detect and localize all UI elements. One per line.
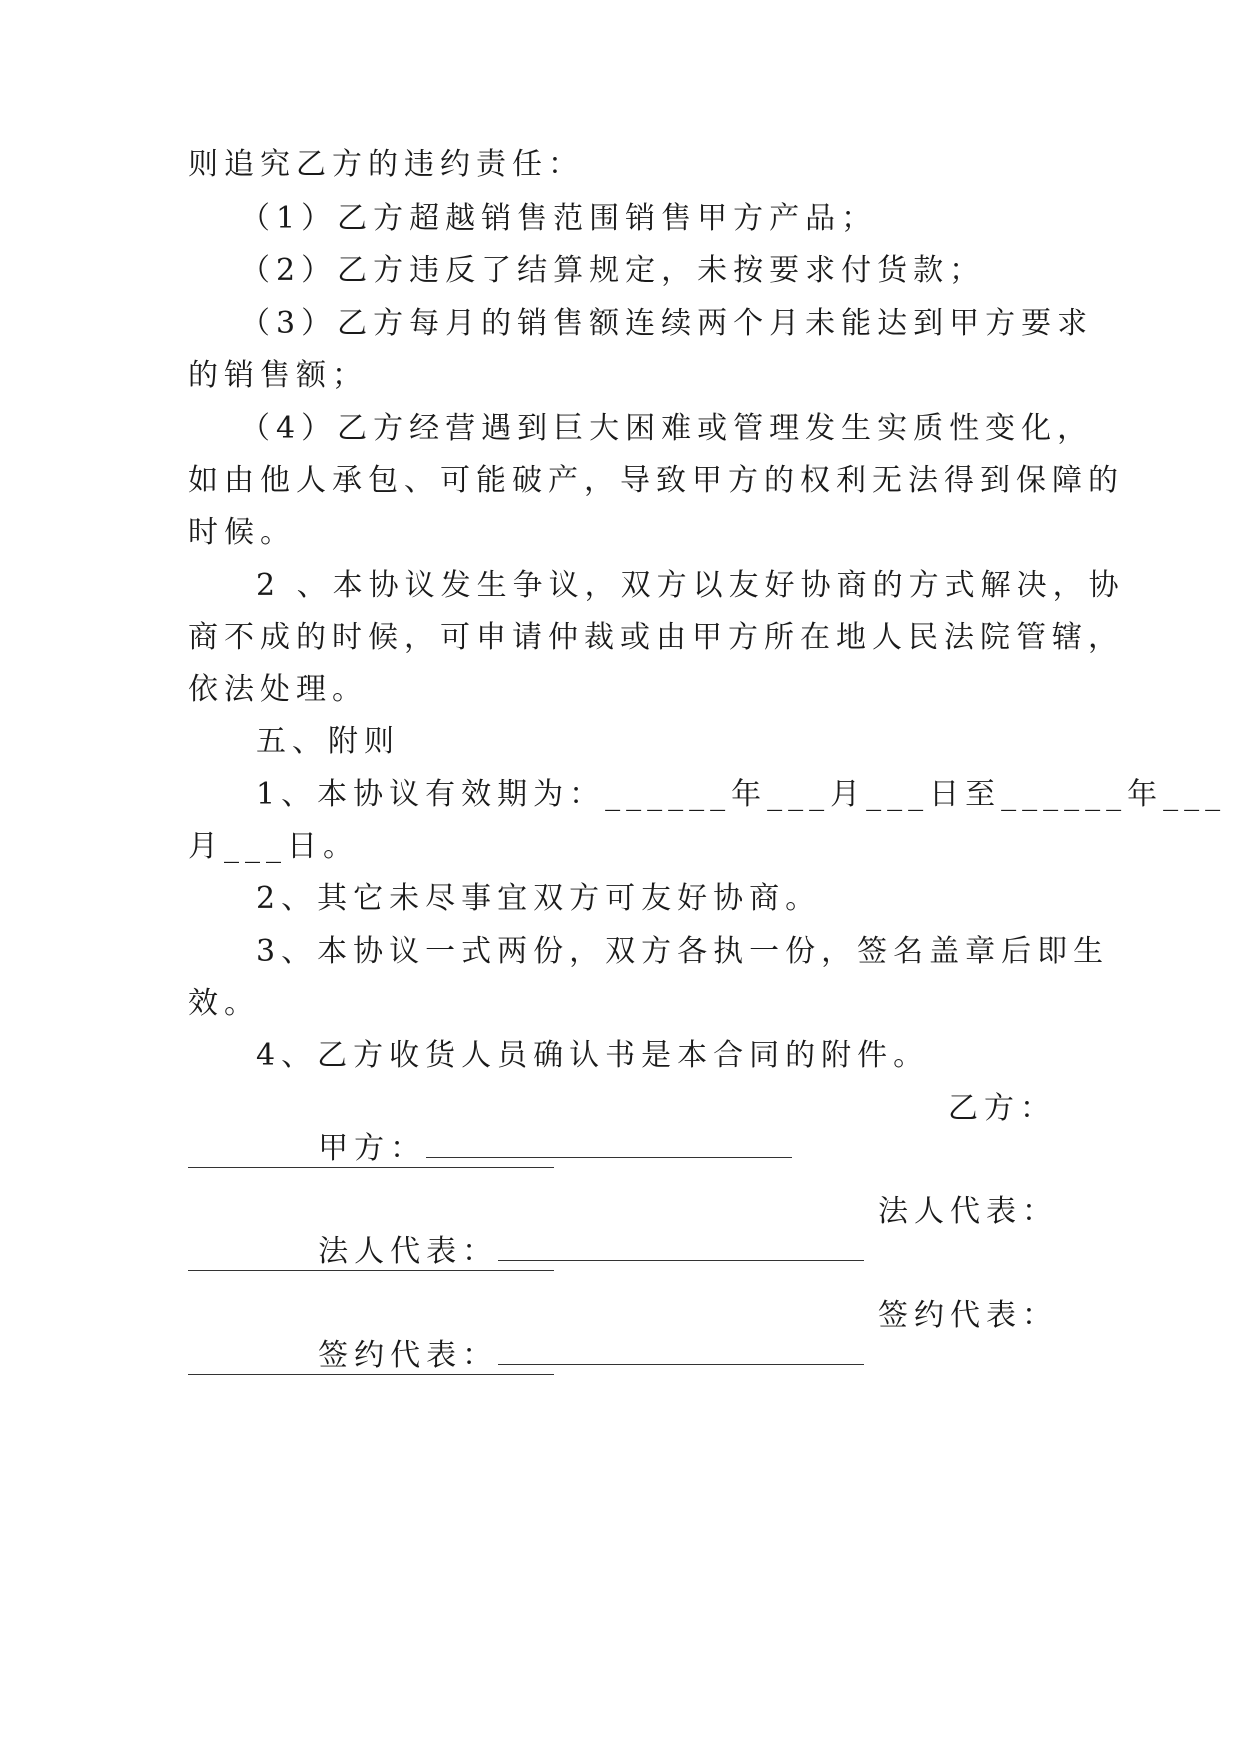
paragraph-line: 3、本协议一式两份，双方各执一份，签名盖章后即生 (256, 934, 1110, 969)
paragraph-line: （2）乙方违反了结算规定，未按要求付货款； (240, 253, 986, 288)
section-heading: 五、附则 (256, 724, 400, 759)
legal-rep-b-label: 法人代表： (878, 1194, 1058, 1229)
paragraph-line: 2、其它未尽事宜双方可友好协商。 (256, 881, 822, 916)
legal-rep-a-row (256, 1192, 864, 1312)
signing-rep-b-label: 签约代表： (878, 1298, 1058, 1333)
signing-rep-b-signature-line (188, 1374, 554, 1375)
paragraph-line: 月___日。 (188, 829, 359, 864)
paragraph-line: 的销售额； (188, 358, 368, 393)
party-b-label: 乙方： (948, 1091, 1056, 1126)
legal-rep-a-label: 法人代表： (318, 1234, 499, 1269)
legal-rep-a-signature-line (498, 1234, 864, 1261)
paragraph-line: 效。 (188, 986, 260, 1021)
paragraph-line: 商不成的时候，可申请仲裁或由甲方所在地人民法院管辖， (188, 620, 1124, 655)
signing-rep-a-row (256, 1296, 864, 1416)
party-b-signature-line (188, 1167, 554, 1168)
paragraph-line: 如由他人承包、可能破产，导致甲方的权利无法得到保障的 (188, 463, 1124, 498)
paragraph-line: （3）乙方每月的销售额连续两个月未能达到甲方要求 (240, 306, 1094, 341)
paragraph-line: （4）乙方经营遇到巨大困难或管理发生实质性变化， (240, 411, 1094, 446)
paragraph-line: 1、本协议有效期为：______年___月___日至______年___ (256, 777, 1227, 812)
paragraph-line: 4、乙方收货人员确认书是本合同的附件。 (256, 1038, 930, 1073)
legal-rep-b-signature-line (188, 1270, 554, 1271)
paragraph-line: 依法处理。 (188, 672, 368, 707)
paragraph-line: 2 、本协议发生争议，双方以友好协商的方式解决，协 (256, 568, 1125, 603)
paragraph-line: 则追究乙方的违约责任： (188, 147, 584, 182)
paragraph-line: （1）乙方超越销售范围销售甲方产品； (240, 201, 878, 236)
party-a-signature-line (426, 1131, 792, 1158)
party-a-label: 甲方： (318, 1131, 427, 1166)
paragraph-line: 时候。 (188, 515, 296, 550)
signing-rep-a-signature-line (498, 1338, 864, 1365)
party-a-row (256, 1089, 792, 1209)
signing-rep-a-label: 签约代表： (318, 1338, 499, 1373)
